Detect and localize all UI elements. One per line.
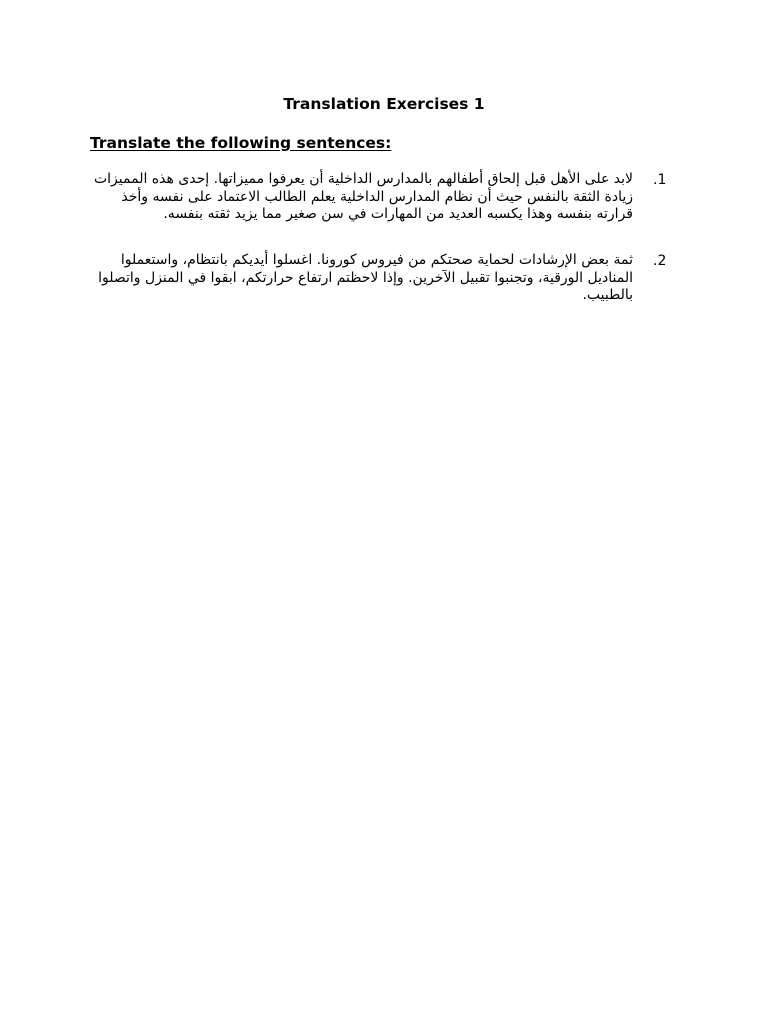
list-item-number: .2	[653, 253, 667, 269]
list-item-text: ثمة بعض الإرشادات لحماية صحتكم من فيروس كورونا. اغسلوا أيديكم بانتظام، واستعملوا المناديل الورقية، وتجنبوا تقبيل الآخرين. وإذا لاحظتم ارتفاع حرارتكم، ابقوا في المنزل واتصلوا بالطبيب.	[98, 252, 633, 303]
list-item-text: لابد على الأهل قبل إلحاق أطفالهم بالمدارس الداخلية أن يعرفوا مميزاتها. إحدى هذه المميزات زيادة الثقة بالنفس حيث أن نظام المدارس الداخلية يعلم الطالب الاعتماد على نفسه وأخذ قرارته بنفسه وهذا يكسبه العديد من المهارات في سن صغير مما يزيد ثقته بنفسه.	[93, 171, 633, 222]
instruction-heading: Translate the following sentences:	[90, 134, 392, 152]
list-item-number: .1	[653, 172, 667, 188]
document-title: Translation Exercises 1	[283, 95, 485, 113]
